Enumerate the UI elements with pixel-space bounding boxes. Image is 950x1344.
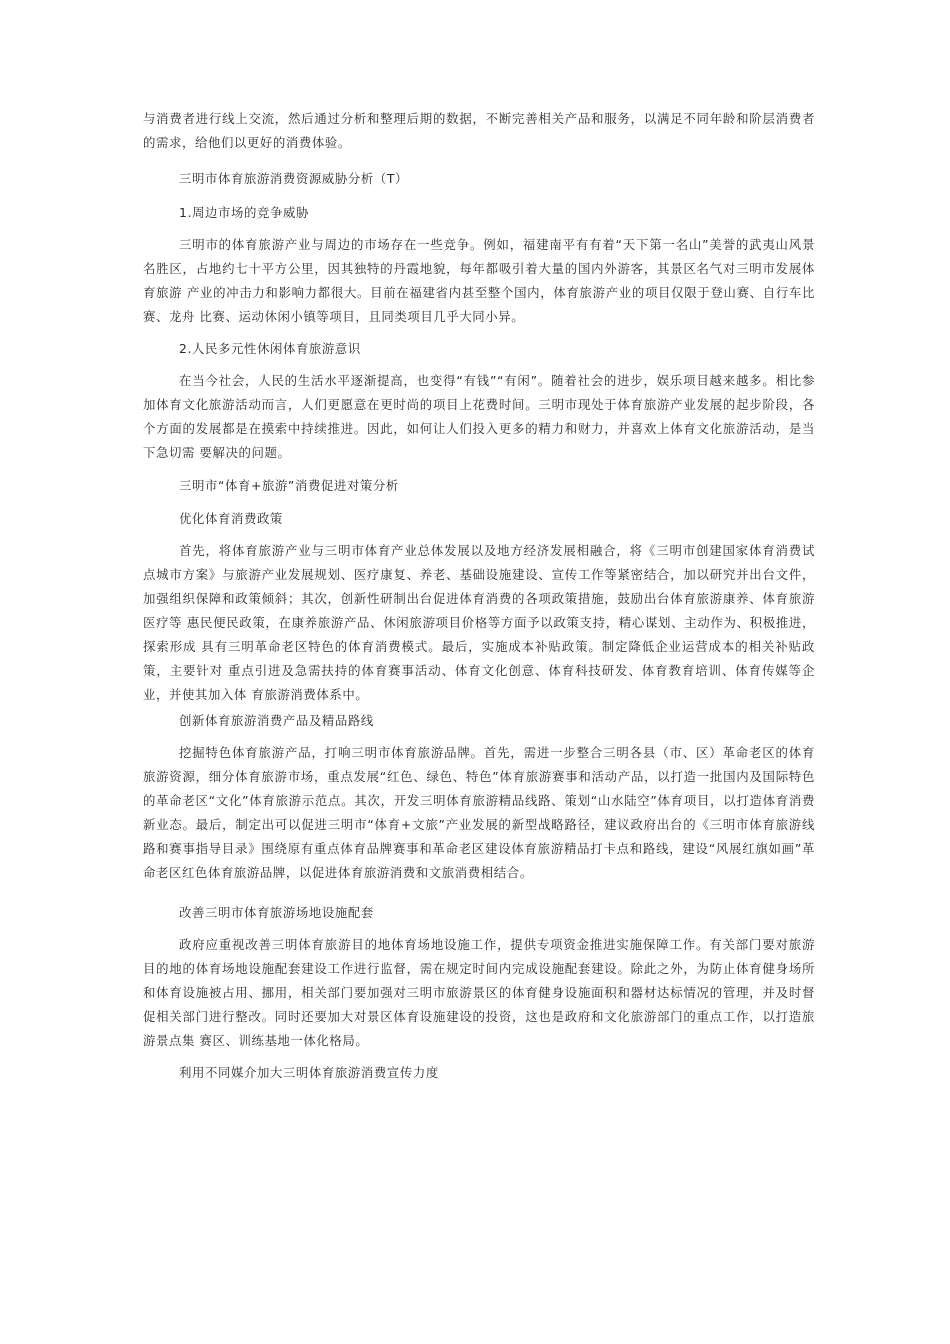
body-paragraph: 首先，将体育旅游产业与三明市体育产业总体发展以及地方经济发展相融合，将《三明市创建国家体育消费试点城市方案》与旅游产业发展规划、医疗康复、养老、基础设施建设、宣传工作等紧密结合，加以研究并出台文件，加强组织保障和政策倾斜；其次，创新性研制出台促进体育消费的各项政策措施，鼓励出台体育旅游康养、体育旅游医疗等 惠民便民政策，在康养旅游产品、休闲旅游项目价格等方面予以政策支持，精心谋划、主动作为、积极推进，探索形成 具有三明革命老区特色的体育消费模式。最后，实施成本补贴政策。制定降低企业运营成本的相关补贴政策，主要针对 重点引进及急需扶持的体育赛事活动、体育文化创意、体育科技研发、体育教育培训、体育传媒等企业，并使其加入体 育旅游消费体系中。 [143,543,815,702]
body-paragraph: 三明市的体育旅游产业与周边的市场存在一些竞争。例如，福建南平有有着“天下第一名山”美誉的武夷山风景名胜区，占地约七十平方公里，因其独特的丹霞地貌，每年都吸引着大量的国内外游客，其景区名气对三明市发展体育旅游 产业的冲击力和影响力都很大。目前在福建省内甚至整个国内，体育旅游产业的项目仅限于登山赛、自行车比赛、龙舟 比赛、运动休闲小镇等项目，且同类项目几乎大同小异。 [143,237,815,324]
section-heading: 优化体育消费政策 [179,511,283,526]
section-heading: 2.人民多元性休闲体育旅游意识 [179,341,361,356]
body-paragraph: 政府应重视改善三明体育旅游目的地体育场地设施工作，提供专项资金推进实施保障工作。有关部门要对旅游目的地的体育场地设施配套建设工作进行监督，需在规定时间内完成设施配套建设。除此之外，为防止体育健身场所和体育设施被占用、挪用，相关部门要加强对三明市旅游景区的体育健身设施面积和器材达标情况的管理，并及时督促相关部门进行整改。同时还要加大对景区体育设施建设的投资，这也是政府和文化旅游部门的重点工作，以打造旅游景点集 赛区、训练基地一体化格局。 [143,937,815,1048]
section-heading: 利用不同媒介加大三明体育旅游消费宣传力度 [179,1065,439,1080]
section-heading: 三明市“体育+旅游”消费促进对策分析 [179,478,399,493]
body-paragraph: 与消费者进行线上交流，然后通过分析和整理后期的数据，不断完善相关产品和服务，以满足不同年龄和阶层消费者的需求，给他们以更好的消费体验。 [143,111,815,150]
section-heading: 三明市体育旅游消费资源威胁分析（T） [179,171,409,186]
body-paragraph: 挖掘特色体育旅游产品，打响三明市体育旅游品牌。首先，需进一步整合三明各县（市、区）革命老区的体育旅游资源，细分体育旅游市场，重点发展“红色、绿色、特色”体育旅游赛事和活动产品，以打造一批国内及国际特色的革命老区“文化”体育旅游示范点。其次，开发三明体育旅游精品线路、策划“山水陆空”体育项目，以打造体育消费新业态。最后，制定出可以促进三明市“体育+文旅”产业发展的新型战略路径，建议政府出台的《三明市体育旅游线路和赛事指导目录》围绕原有重点体育品牌赛事和革命老区建设体育旅游精品打卡点和路线，建设“风展红旗如画”革命老区红色体育旅游品牌，以促进体育旅游消费和文旅消费相结合。 [143,745,815,880]
body-paragraph: 在当今社会，人民的生活水平逐渐提高，也变得“有钱”“有闲”。随着社会的进步，娱乐项目越来越多。相比参加体育文化旅游活动而言，人们更愿意在更时尚的项目上花费时间。三明市现处于体育旅游产业发展的起步阶段，各个方面的发展都是在摸索中持续推进。因此，如何让人们投入更多的精力和财力，并喜欢上体育文化旅游活动，是当下急切需 要解决的问题。 [143,373,815,460]
section-heading: 改善三明市体育旅游场地设施配套 [179,905,374,920]
section-heading: 创新体育旅游消费产品及精品路线 [179,713,374,728]
section-heading: 1.周边市场的竞争威胁 [179,205,309,220]
